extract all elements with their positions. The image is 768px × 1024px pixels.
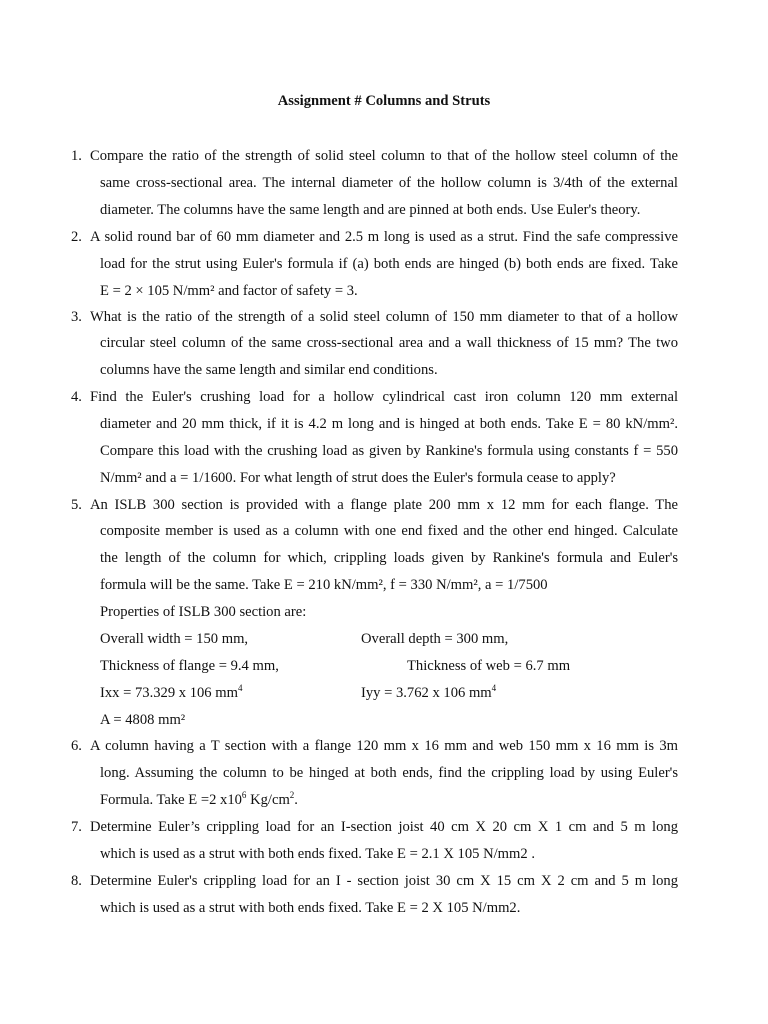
question-line: columns have the same length and similar end conditions.: [100, 362, 438, 378]
question-number: 3.: [71, 309, 82, 325]
formula-unit-exponent: 2: [289, 790, 295, 801]
question-line: long. Assuming the column to be hinged at both ends, find the crippling load by using Euler's: [100, 765, 678, 781]
formula-exponent: 6: [241, 790, 247, 801]
question-number: 5.: [71, 497, 82, 513]
question-line: E = 2 × 105 N/mm² and factor of safety = 3.: [100, 283, 358, 299]
question-line: Compare the ratio of the strength of solid steel column to that of the hollow steel column of the: [90, 148, 678, 164]
question-line: A column having a T section with a flange 120 mm x 16 mm and web 150 mm x 16 mm is 3m: [90, 738, 678, 754]
formula-text: Formula. Take E =2 x10: [100, 792, 242, 808]
question-line: Determine Euler’s crippling load for an I-section joist 40 cm X 20 cm X 1 cm and 5 m long: [90, 819, 678, 835]
question-line: Properties of ISLB 300 section are:: [100, 604, 307, 620]
property-iyy: [361, 684, 611, 702]
property-ixx-text: Ixx = 73.329 x 106 mm: [100, 685, 238, 701]
question-line: composite member is used as a column with one end fixed and the other end hinged. Calculate: [100, 523, 678, 539]
question-line: the length of the column for which, crippling loads given by Rankine's formula and Euler's: [100, 550, 678, 566]
property-flange-thickness: Thickness of flange = 9.4 mm,: [100, 658, 279, 674]
property-ixx: [100, 684, 350, 702]
property-overall-width: Overall width = 150 mm,: [100, 631, 249, 647]
question-number: 4.: [71, 389, 82, 405]
property-overall-depth: Overall depth = 300 mm,: [361, 631, 509, 647]
question-line: N/mm² and a = 1/1600. For what length of strut does the Euler's formula cease to apply?: [100, 470, 616, 486]
question-line: circular steel column of the same cross-sectional area and a wall thickness of 15 mm? The two: [100, 335, 678, 351]
question-line: A solid round bar of 60 mm diameter and 2.5 m long is used as a strut. Find the safe compressive: [90, 229, 678, 245]
question-line: diameter and 20 mm thick, if it is 4.2 m long and is hinged at both ends. Take E = 80 kN/mm².: [100, 416, 678, 432]
property-ixx-exponent: 4: [237, 683, 243, 694]
question-line: formula will be the same. Take E = 210 kN/mm², f = 330 N/mm², a = 1/7500: [100, 577, 548, 593]
question-line: same cross-sectional area. The internal diameter of the hollow column is 3/4th of the external: [100, 175, 678, 191]
property-iyy-exponent: 4: [491, 683, 497, 694]
question-line: which is used as a strut with both ends fixed. Take E = 2 X 105 N/mm2.: [100, 900, 521, 916]
property-iyy-text: Iyy = 3.762 x 106 mm: [361, 685, 492, 701]
document-title: Assignment # Columns and Struts: [277, 93, 491, 109]
question-number: 1.: [71, 148, 82, 164]
question-number: 8.: [71, 873, 82, 889]
question-line: which is used as a strut with both ends fixed. Take E = 2.1 X 105 N/mm2 .: [100, 846, 535, 862]
property-web-thickness: Thickness of web = 6.7 mm: [407, 658, 571, 674]
question-line: load for the strut using Euler's formula if (a) both ends are hinged (b) both ends are fixed. Take: [100, 256, 678, 272]
property-area: A = 4808 mm²: [100, 712, 186, 728]
question-line: Find the Euler's crushing load for a hollow cylindrical cast iron column 120 mm external: [90, 389, 678, 405]
question-line: Compare this load with the crushing load as given by Rankine's formula using constants f = 550: [100, 443, 678, 459]
question-line: diameter. The columns have the same length and are pinned at both ends. Use Euler's theory.: [100, 202, 641, 218]
formula-end: .: [294, 792, 298, 808]
question-formula-line: [100, 791, 678, 809]
question-number: 6.: [71, 738, 82, 754]
question-number: 7.: [71, 819, 82, 835]
question-line: Determine Euler's crippling load for an I - section joist 30 cm X 15 cm X 2 cm and 5 m long: [90, 873, 678, 889]
formula-unit: Kg/cm: [246, 792, 290, 808]
question-number: 2.: [71, 229, 82, 245]
question-line: What is the ratio of the strength of a solid steel column of 150 mm diameter to that of a hollow: [90, 309, 678, 325]
question-line: An ISLB 300 section is provided with a flange plate 200 mm x 12 mm for each flange. The: [90, 497, 678, 513]
